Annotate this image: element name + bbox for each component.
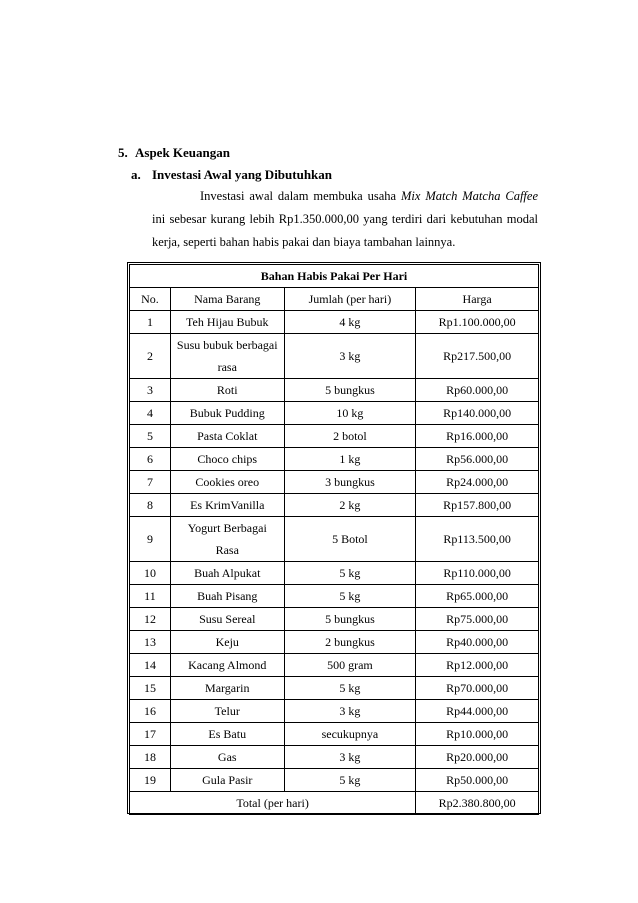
cell-name-line1: Yogurt Berbagai [187, 521, 267, 535]
cell-name: Pasta Coklat [170, 425, 284, 448]
cell-no: 8 [130, 494, 171, 517]
total-label: Total (per hari) [130, 792, 416, 815]
cell-no: 15 [130, 677, 171, 700]
cell-qty: 10 kg [284, 402, 416, 425]
cell-name: Bubuk Pudding [170, 402, 284, 425]
subsection-title: Investasi Awal yang Dibutuhkan [152, 167, 333, 182]
cell-price: Rp56.000,00 [416, 448, 539, 471]
cell-no: 12 [130, 608, 171, 631]
table-row [130, 425, 539, 448]
table-header-row [130, 288, 539, 311]
table-row [130, 585, 539, 608]
cell-no: 17 [130, 723, 171, 746]
business-name: Mix Match Matcha Caffee [401, 189, 539, 203]
cell-name: Teh Hijau Bubuk [170, 311, 284, 334]
header-qty: Jumlah (per hari) [284, 288, 416, 311]
cell-price: Rp10.000,00 [416, 723, 539, 746]
cell-name: Cookies oreo [170, 471, 284, 494]
header-no: No. [130, 288, 171, 311]
cell-no: 19 [130, 769, 171, 792]
table-row [130, 746, 539, 769]
cell-price: Rp110.000,00 [416, 562, 539, 585]
table-title: Bahan Habis Pakai Per Hari [130, 265, 539, 288]
cell-price: Rp20.000,00 [416, 746, 539, 769]
cell-qty: 2 bungkus [284, 631, 416, 654]
cell-price: Rp140.000,00 [416, 402, 539, 425]
cell-no: 18 [130, 746, 171, 769]
subsection-letter: a. [131, 167, 141, 182]
table-row [130, 334, 539, 379]
cell-name: Keju [170, 631, 284, 654]
cell-name: Kacang Almond [170, 654, 284, 677]
cell-no: 2 [130, 334, 171, 379]
cell-price: Rp12.000,00 [416, 654, 539, 677]
cell-name: Buah Pisang [170, 585, 284, 608]
cell-name-line1: Susu bubuk berbagai [176, 338, 278, 352]
cell-no: 1 [130, 311, 171, 334]
cell-name [170, 517, 284, 562]
header-price: Harga [416, 288, 539, 311]
header-name: Nama Barang [170, 288, 284, 311]
table-row [130, 311, 539, 334]
table-row [130, 631, 539, 654]
cell-name: Es KrimVanilla [170, 494, 284, 517]
section-number: 5. [118, 145, 128, 160]
cell-no: 16 [130, 700, 171, 723]
cell-price: Rp113.500,00 [416, 517, 539, 562]
cell-price: Rp16.000,00 [416, 425, 539, 448]
table-row [130, 608, 539, 631]
consumables-table [129, 264, 539, 815]
cell-no: 3 [130, 379, 171, 402]
paragraph-text-2: ini sebesar kurang lebih Rp1.350.000,00 yang terdiri dari kebutuhan modal kerja, seperti bahan habis pakai dan biaya tambahan lainnya. [152, 212, 538, 249]
cell-qty: 3 bungkus [284, 471, 416, 494]
table-row [130, 517, 539, 562]
paragraph-text-1: Investasi awal dalam membuka usaha [200, 189, 402, 203]
cell-no: 11 [130, 585, 171, 608]
cell-price: Rp24.000,00 [416, 471, 539, 494]
cell-no: 5 [130, 425, 171, 448]
table-row [130, 769, 539, 792]
section-title: Aspek Keuangan [135, 145, 230, 160]
table-row [130, 379, 539, 402]
table-row [130, 471, 539, 494]
cell-qty: 5 kg [284, 585, 416, 608]
cell-name: Buah Alpukat [170, 562, 284, 585]
cell-qty: secukupnya [284, 723, 416, 746]
cell-name: Telur [170, 700, 284, 723]
table-row [130, 654, 539, 677]
table-row [130, 448, 539, 471]
cell-name: Roti [170, 379, 284, 402]
cell-name [170, 334, 284, 379]
cell-price: Rp157.800,00 [416, 494, 539, 517]
cell-qty: 5 bungkus [284, 608, 416, 631]
table-row [130, 562, 539, 585]
total-value: Rp2.380.800,00 [416, 792, 539, 815]
cell-qty: 2 botol [284, 425, 416, 448]
cell-qty: 5 kg [284, 562, 416, 585]
cell-qty: 5 kg [284, 769, 416, 792]
cell-no: 14 [130, 654, 171, 677]
cell-qty: 3 kg [284, 746, 416, 769]
table-row [130, 677, 539, 700]
cell-name: Es Batu [170, 723, 284, 746]
cell-price: Rp217.500,00 [416, 334, 539, 379]
cell-no: 6 [130, 448, 171, 471]
cell-name: Gas [170, 746, 284, 769]
cell-qty: 2 kg [284, 494, 416, 517]
table-row [130, 494, 539, 517]
table-row [130, 723, 539, 746]
cell-qty: 3 kg [284, 334, 416, 379]
cell-price: Rp1.100.000,00 [416, 311, 539, 334]
cell-qty: 5 bungkus [284, 379, 416, 402]
cell-price: Rp50.000,00 [416, 769, 539, 792]
cell-qty: 5 kg [284, 677, 416, 700]
cell-no: 4 [130, 402, 171, 425]
cell-no: 13 [130, 631, 171, 654]
table-total-row [130, 792, 539, 815]
cell-no: 10 [130, 562, 171, 585]
cell-qty: 5 Botol [284, 517, 416, 562]
cell-price: Rp44.000,00 [416, 700, 539, 723]
subsection-heading [131, 167, 332, 183]
cell-name-line2: rasa [217, 360, 237, 374]
cell-no: 9 [130, 517, 171, 562]
cell-name: Gula Pasir [170, 769, 284, 792]
table-row [130, 402, 539, 425]
cell-qty: 4 kg [284, 311, 416, 334]
cell-qty: 1 kg [284, 448, 416, 471]
cell-price: Rp40.000,00 [416, 631, 539, 654]
cell-name: Susu Sereal [170, 608, 284, 631]
cell-qty: 3 kg [284, 700, 416, 723]
section-heading [118, 145, 230, 161]
cell-name-line2: Rasa [215, 543, 239, 557]
cell-no: 7 [130, 471, 171, 494]
cell-price: Rp75.000,00 [416, 608, 539, 631]
intro-paragraph [152, 185, 538, 254]
table-row [130, 700, 539, 723]
cell-name: Margarin [170, 677, 284, 700]
cell-price: Rp60.000,00 [416, 379, 539, 402]
cell-qty: 500 gram [284, 654, 416, 677]
cell-price: Rp70.000,00 [416, 677, 539, 700]
cell-price: Rp65.000,00 [416, 585, 539, 608]
cell-name: Choco chips [170, 448, 284, 471]
